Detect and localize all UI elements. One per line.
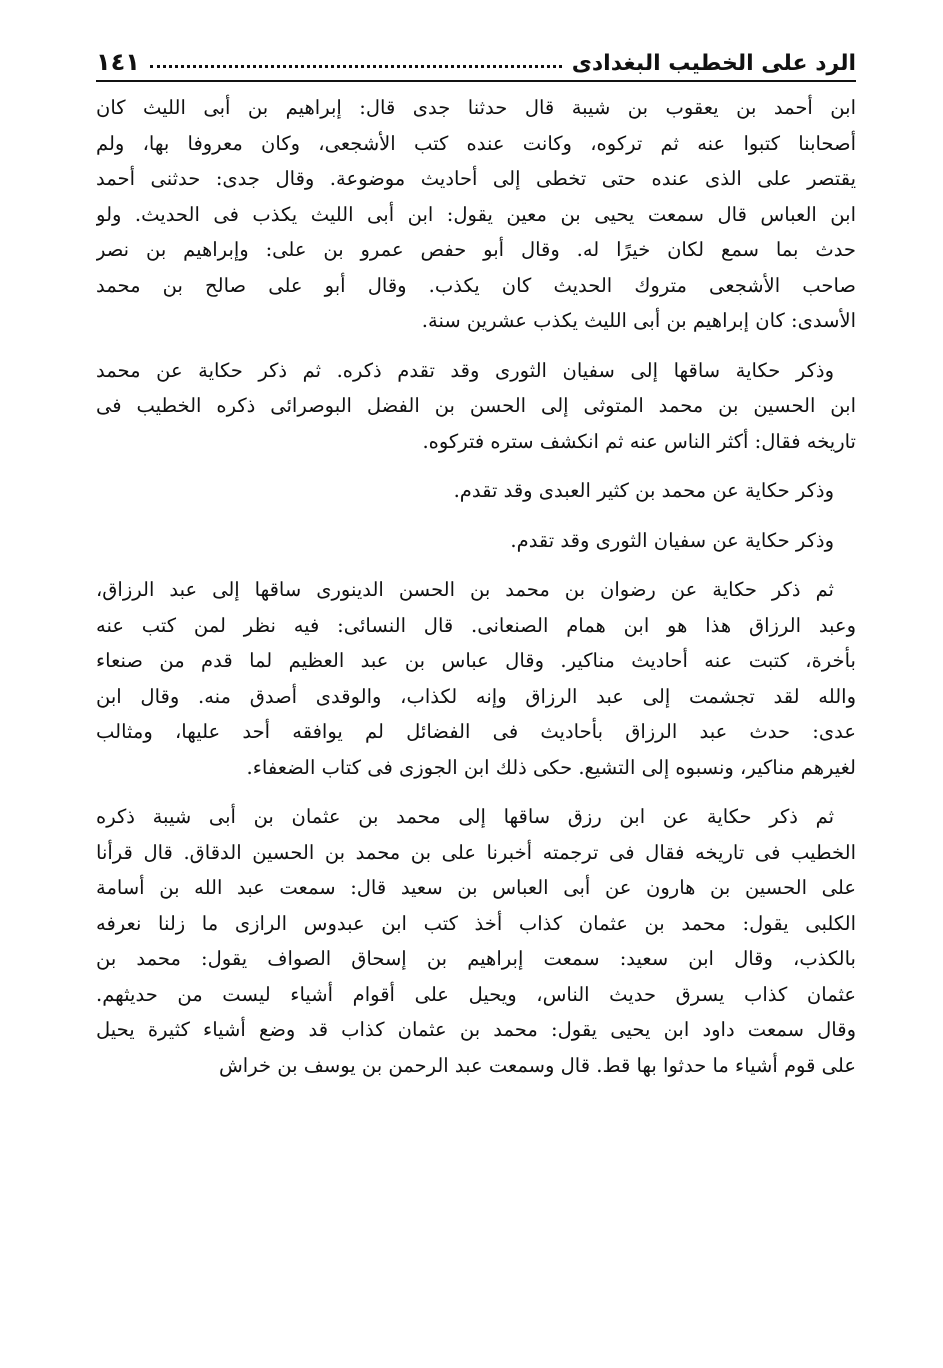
- running-header: [96, 38, 856, 82]
- text-line: ثم ذكر حكاية عن ابن رزق ساقها إلى محمد بن عثمان بن أبى شيبة ذكره: [96, 805, 834, 828]
- text-line: وذكر حكاية عن سفيان الثورى وقد تقدم.: [510, 528, 834, 552]
- header-dot-leader: [150, 65, 562, 68]
- header-title: الرد على الخطيب البغدادى: [571, 51, 856, 76]
- text-line: على قوم أشياء ما حدثوا بها قط. قال وسمعت عبد الرحمن بن يوسف بن خراش: [219, 1053, 856, 1077]
- body-text: [96, 90, 856, 1083]
- text-line: الكلبى يقول: محمد بن عثمان كذاب أخذ كتب ابن عبدوس الرازى ما زلنا نعرفه: [96, 911, 856, 935]
- paragraph: [96, 572, 856, 785]
- text-line: صاحب الأشجعى متروك الحديث كان يكذب. وقال أبو على صالح بن محمد: [96, 273, 856, 297]
- text-line: تاريخه فقال: أكثر الناس عنه ثم انكشف ستره فتركوه.: [422, 429, 856, 453]
- text-line: أصحابنا كتبوا عنه ثم تركوه، وكانت عنده كتب الأشجعى، وكان معروفا بها، ولم: [96, 131, 856, 155]
- document-page: [96, 38, 856, 1338]
- text-line: حدث بما سمع لكان خيرًا له. وقال أبو حفص عمرو بن على: وإبراهيم بن نصر: [96, 238, 856, 261]
- paragraph: [96, 90, 856, 339]
- text-line: وذكر حكاية عن محمد بن كثير العبدى وقد تقدم.: [453, 479, 834, 502]
- paragraph: [96, 523, 856, 559]
- text-line: وذكر حكاية ساقها إلى سفيان الثورى وقد تقدم ذكره. ثم ذكر حكاية عن محمد: [96, 358, 834, 382]
- text-line: عثمان كذاب يسرق حديث الناس، ويحيل على أقوام أشياء ليست من حديثهم.: [96, 982, 856, 1006]
- text-line: على الحسين بن هارون عن أبى العباس بن سعيد قال: سمعت عبد الله بن أسامة: [96, 876, 856, 899]
- paragraph: [96, 353, 856, 460]
- text-line: بالكذب، وقال ابن سعيد: سمعت إبراهيم بن إسحاق الصواف يقول: محمد بن: [96, 947, 856, 970]
- text-line: ابن الحسين بن محمد المتوثى إلى الحسن بن الفضل البوصرائى ذكره الخطيب فى: [96, 394, 856, 417]
- text-line: ثم ذكر حكاية عن رضوان بن محمد بن الحسن الدينورى ساقها إلى عبد الرزاق،: [96, 578, 834, 601]
- page-number: ١٤١: [96, 48, 140, 76]
- text-line: الأسدى: كان إبراهيم بن أبى الليث يكذب عشرين سنة.: [421, 309, 856, 332]
- text-line: يقتصر على الذى عنده حتى تخطى إلى أحاديث موضوعة. وقال جدى: حدثنى أحمد: [96, 167, 856, 190]
- text-line: الخطيب فى تاريخه فقال فى ترجمته أخبرنا على بن محمد بن الحسين الدقاق. قال قرأنا: [96, 840, 856, 864]
- text-line: ابن أحمد بن يعقوب بن شيبة قال حدثنا جدى قال: إبراهيم بن أبى الليث كان: [96, 96, 856, 119]
- text-line: بأخرة، كتبت عنه أحاديث مناكير. وقال عباس بن عبد العظيم لما قدم من صنعاء: [96, 649, 856, 672]
- text-line: وقال سمعت داود ابن يحيى يقول: محمد بن عثمان كذاب قد وضع أشياء كثيرة يحيل: [96, 1018, 856, 1041]
- paragraph: [96, 473, 856, 509]
- paragraph: [96, 799, 856, 1083]
- text-line: عدى: حدث عبد الرزاق بأحاديث فى الفضائل لم يوافقه أحد عليها، ومثالب: [96, 720, 856, 743]
- text-line: والله لقد تجشمت إلى عبد الرزاق وإنه لكذاب، والوقدى أصدق منه. وقال ابن: [96, 684, 856, 708]
- text-line: لغيرهم مناكير، ونسبوه إلى التشيع. حكى ذلك ابن الجوزى فى كتاب الضعفاء.: [246, 755, 856, 779]
- text-line: ابن العباس قال سمعت يحيى بن معين يقول: ابن أبى الليث يكذب فى الحديث. ولو: [96, 202, 856, 226]
- text-line: وعبد الرزاق هذا هو ابن همام الصنعانى. قال النسائى: فيه نظر لمن كتب عنه: [96, 613, 856, 637]
